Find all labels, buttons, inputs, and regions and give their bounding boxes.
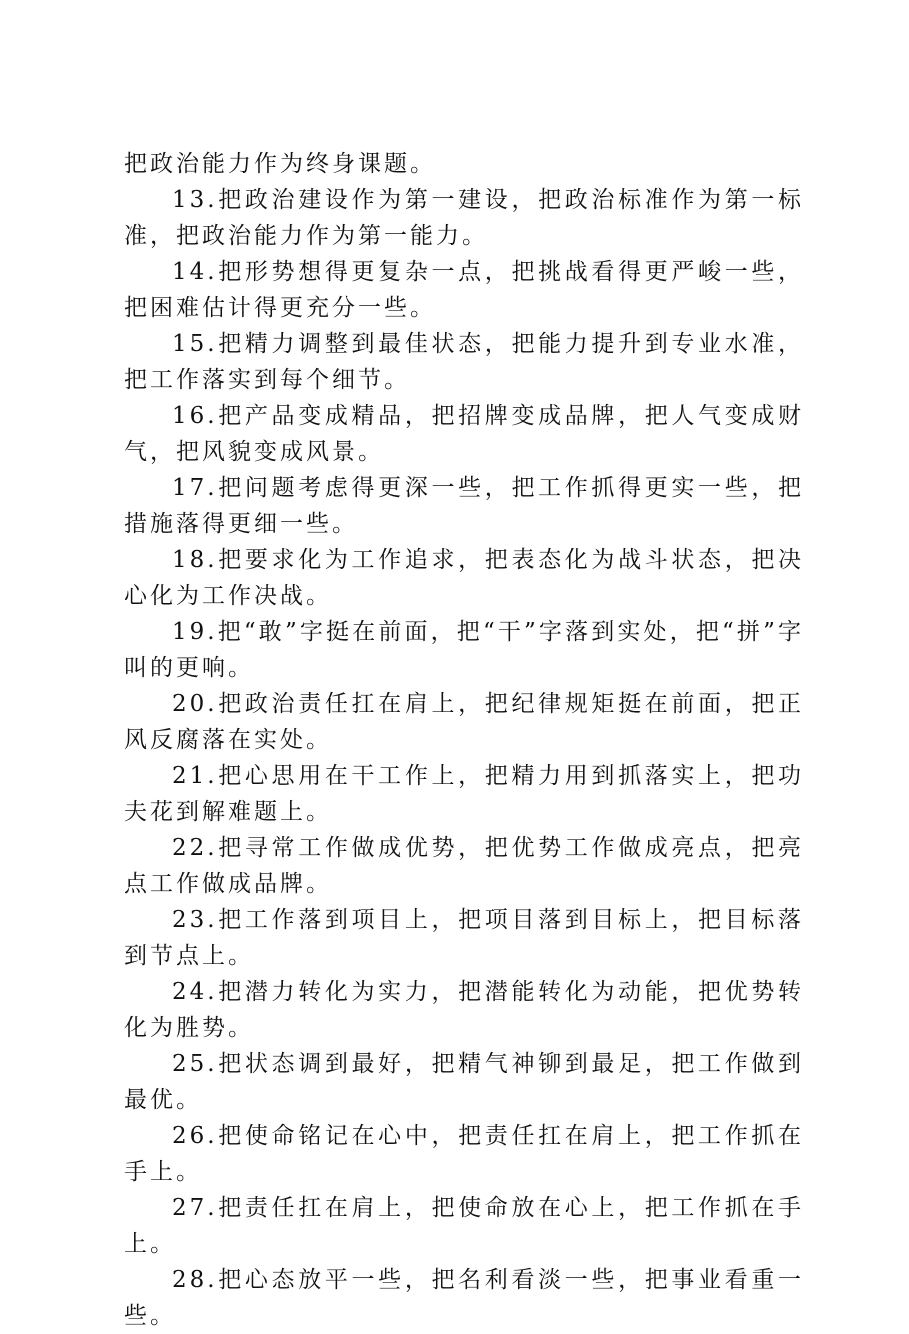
paragraph-item-17: 17.把问题考虑得更深一些，把工作抓得更实一些，把措施落得更细一些。 [124,475,804,537]
paragraph-item-14: 14.把形势想得更复杂一点，把挑战看得更严峻一些，把困难估计得更充分一些。 [124,259,804,321]
paragraph-item-21: 21.把心思用在干工作上，把精力用到抓落实上，把功夫花到解难题上。 [124,763,804,825]
paragraph-item-20: 20.把政治责任扛在肩上，把纪律规矩挺在前面，把正风反腐落在实处。 [124,691,804,753]
paragraph-item-24: 24.把潜力转化为实力，把潜能转化为动能，把优势转化为胜势。 [124,979,804,1041]
paragraph-item-23: 23.把工作落到项目上，把项目落到目标上，把目标落到节点上。 [124,907,804,969]
paragraph-item-22: 22.把寻常工作做成优势，把优势工作做成亮点，把亮点工作做成品牌。 [124,835,804,897]
paragraph-item-25: 25.把状态调到最好，把精气神铆到最足，把工作做到最优。 [124,1051,804,1113]
paragraph-item-15: 15.把精力调整到最佳状态，把能力提升到专业水准，把工作落实到每个细节。 [124,331,804,393]
paragraph-item-27: 27.把责任扛在肩上，把使命放在心上，把工作抓在手上。 [124,1195,804,1257]
paragraph-item-28: 28.把心态放平一些，把名利看淡一些，把事业看重一些。 [124,1267,804,1329]
paragraph-item-16: 16.把产品变成精品，把招牌变成品牌，把人气变成财气，把风貌变成风景。 [124,403,804,465]
paragraph-continued: 把政治能力作为终身课题。 [124,151,436,177]
paragraph-item-18: 18.把要求化为工作追求，把表态化为战斗状态，把决心化为工作决战。 [124,547,804,609]
paragraph-item-13: 13.把政治建设作为第一建设，把政治标准作为第一标准，把政治能力作为第一能力。 [124,187,804,249]
paragraph-item-26: 26.把使命铭记在心中，把责任扛在肩上，把工作抓在手上。 [124,1123,804,1185]
document-body [124,146,804,1334]
paragraph-item-19: 19.把“敢”字挺在前面，把“干”字落到实处，把“拼”字叫的更响。 [124,619,804,681]
